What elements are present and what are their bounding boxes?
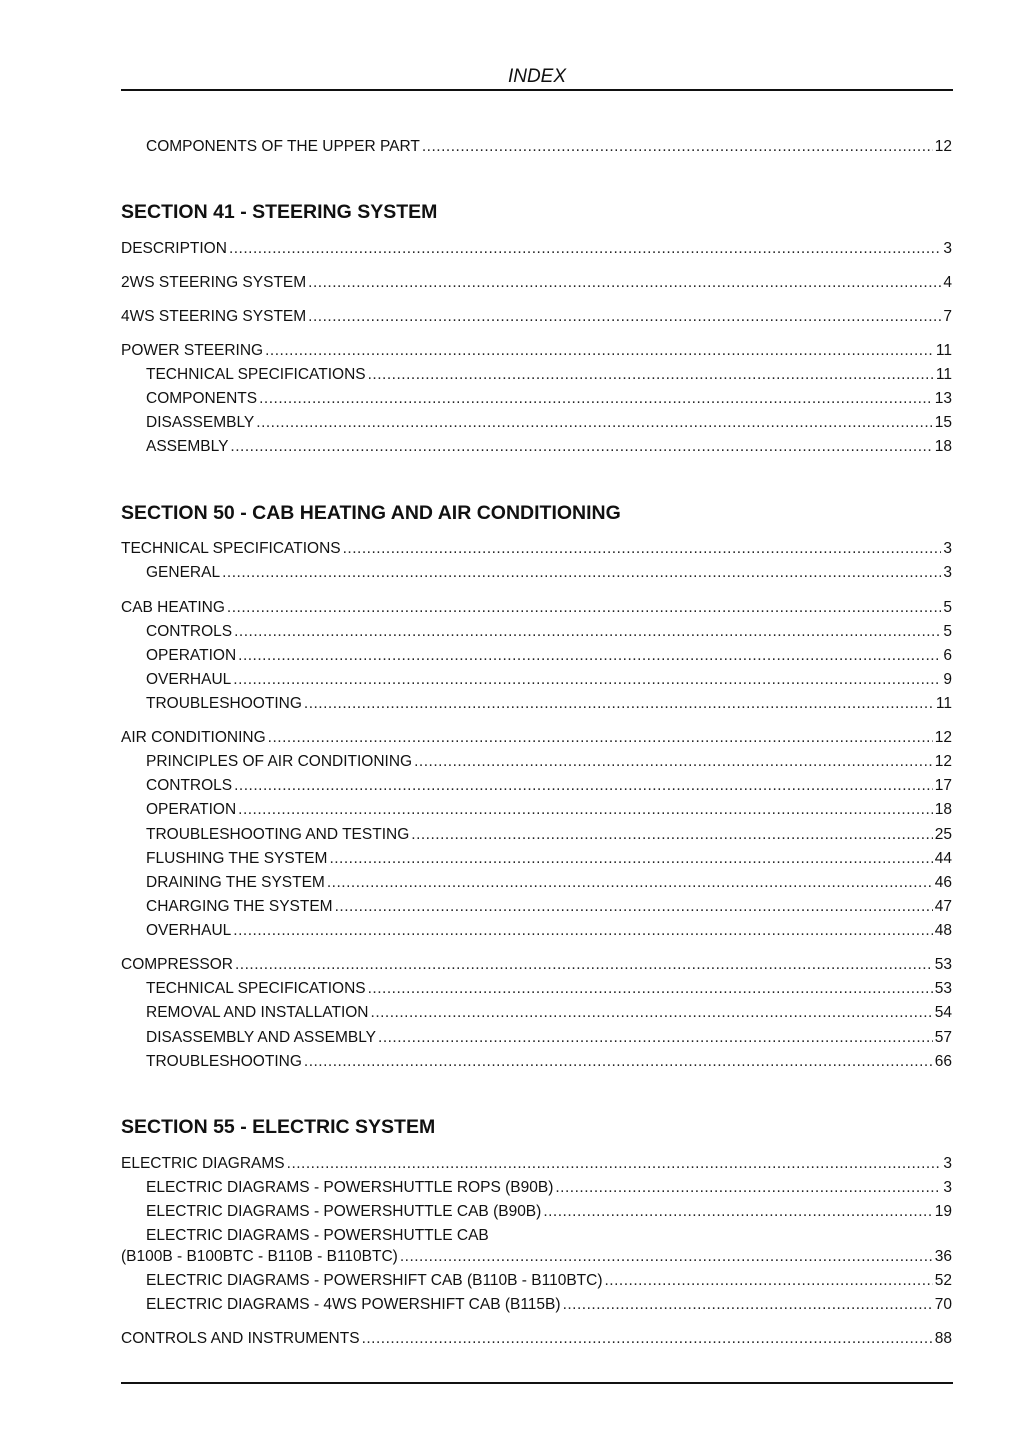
- toc-entry-page: 9: [943, 671, 952, 688]
- toc-entry-page: 7: [943, 308, 952, 325]
- toc-entry-label: ELECTRIC DIAGRAMS - POWERSHUTTLE CAB: [146, 1227, 489, 1244]
- toc-entry-label: TECHNICAL SPECIFICATIONS: [121, 540, 341, 557]
- toc-entry-page: 3: [943, 1179, 952, 1196]
- toc-entry-label: OVERHAUL: [146, 671, 232, 688]
- toc-entry-page: 70: [934, 1296, 952, 1313]
- toc-entry-label: ELECTRIC DIAGRAMS - 4WS POWERSHIFT CAB (B115B): [146, 1296, 561, 1313]
- toc-entry-page: 54: [934, 1004, 952, 1021]
- toc-entry-label: COMPONENTS OF THE UPPER PART: [146, 138, 420, 155]
- toc-entry-label: CAB HEATING: [121, 599, 225, 616]
- toc-entry-page: 36: [934, 1248, 952, 1265]
- toc-entry: [121, 273, 952, 293]
- toc-entry-label: POWER STEERING: [121, 342, 264, 359]
- toc-entry: [121, 137, 952, 157]
- toc-entry-page: 18: [934, 438, 952, 455]
- section-heading: SECTION 55 - ELECTRIC SYSTEM: [121, 1116, 436, 1138]
- toc-entry-label: DESCRIPTION: [121, 240, 227, 257]
- toc-entry-page: 12: [934, 138, 952, 155]
- toc-entry-label: DISASSEMBLY AND ASSEMBLY: [146, 1029, 377, 1046]
- toc-entry-page: 4: [943, 274, 952, 291]
- toc-entry-page: 3: [943, 1155, 952, 1172]
- toc-entry-page: 57: [934, 1029, 952, 1046]
- toc-entry: [121, 341, 952, 361]
- toc-entry-page: 44: [934, 850, 952, 867]
- toc-entry-page: 12: [934, 753, 952, 770]
- toc-entry: [121, 622, 952, 642]
- toc-entry-label: OVERHAUL: [146, 922, 232, 939]
- toc-entry-label: CONTROLS: [146, 777, 233, 794]
- toc-entry: [121, 1329, 952, 1349]
- toc-entry: [121, 1178, 952, 1198]
- toc-entry-page: 5: [943, 623, 952, 640]
- toc-entry-label: TROUBLESHOOTING: [146, 695, 302, 712]
- toc-entry-label: ELECTRIC DIAGRAMS - POWERSHUTTLE CAB (B90B): [146, 1203, 542, 1220]
- toc-entry-label: COMPRESSOR: [121, 956, 233, 973]
- toc-entry-label: CONTROLS: [146, 623, 233, 640]
- toc-entry-page: 19: [934, 1203, 952, 1220]
- toc-entry-page: 52: [934, 1272, 952, 1289]
- toc-entry: [121, 800, 952, 820]
- toc-entry: [121, 825, 952, 845]
- toc-entry-label: DRAINING THE SYSTEM: [146, 874, 325, 891]
- toc-entry-label: ELECTRIC DIAGRAMS: [121, 1155, 285, 1172]
- toc-entry: [121, 389, 952, 409]
- toc-entry: [121, 897, 952, 917]
- toc-entry-page: 17: [934, 777, 952, 794]
- toc-entry-label: ELECTRIC DIAGRAMS - POWERSHIFT CAB (B110B - B110BTC): [146, 1272, 603, 1289]
- section-heading: SECTION 50 - CAB HEATING AND AIR CONDITIONING: [121, 502, 621, 524]
- toc-entry-page: 47: [934, 898, 952, 915]
- toc-entry-label: FLUSHING THE SYSTEM: [146, 850, 328, 867]
- toc-entry-label: TROUBLESHOOTING AND TESTING: [146, 826, 410, 843]
- toc-entry-label: (B100B - B100BTC - B110B - B110BTC): [121, 1248, 398, 1265]
- page-title: INDEX: [507, 66, 567, 87]
- toc-entry-page: 3: [943, 540, 952, 557]
- toc-entry-page: 53: [934, 980, 952, 997]
- toc-entry-label: OPERATION: [146, 647, 237, 664]
- toc-entry: [121, 1052, 952, 1072]
- toc-entry-page: 3: [943, 564, 952, 581]
- toc-entry-label: OPERATION: [146, 801, 237, 818]
- toc-entry-page: 18: [934, 801, 952, 818]
- toc-entry-page: 3: [943, 240, 952, 257]
- toc-entry-label: 4WS STEERING SYSTEM: [121, 308, 307, 325]
- toc-entry-label: CHARGING THE SYSTEM: [146, 898, 333, 915]
- toc-entry-label: AIR CONDITIONING: [121, 729, 266, 746]
- toc-entry-label: GENERAL: [146, 564, 221, 581]
- toc-entry: [121, 694, 952, 714]
- toc-entry-page: 12: [934, 729, 952, 746]
- toc-entry-label: 2WS STEERING SYSTEM: [121, 274, 307, 291]
- toc-entry-label: ASSEMBLY: [146, 438, 229, 455]
- toc-entry-page: 11: [935, 342, 952, 359]
- toc-entry: [121, 979, 952, 999]
- section-heading: SECTION 41 - STEERING SYSTEM: [121, 201, 438, 223]
- toc-entry-page: 6: [943, 647, 952, 664]
- toc-entry-page: 11: [935, 366, 952, 383]
- toc-entry: [121, 1271, 952, 1291]
- toc-entry: [121, 849, 952, 869]
- toc-entry: [121, 413, 952, 433]
- toc-entry: [121, 1003, 952, 1023]
- toc-entry: [121, 670, 952, 690]
- toc-entry: [121, 752, 952, 772]
- toc-entry: [121, 563, 952, 583]
- toc-entry-page: 5: [943, 599, 952, 616]
- toc-entry: [121, 598, 952, 618]
- toc-entry-page: 88: [934, 1330, 952, 1347]
- toc-entry-page: 66: [934, 1053, 952, 1070]
- toc-entry: [121, 921, 952, 941]
- toc-entry: [121, 776, 952, 796]
- toc-entry-label: DISASSEMBLY: [146, 414, 255, 431]
- toc-entry-page: 13: [934, 390, 952, 407]
- toc-entry: [121, 1202, 952, 1222]
- toc-entry-page: 46: [934, 874, 952, 891]
- page-header: [121, 64, 953, 91]
- footer-rule: [121, 1382, 953, 1384]
- toc-entry: [121, 1154, 952, 1174]
- toc-entry: [121, 239, 952, 259]
- toc-entry-label: TECHNICAL SPECIFICATIONS: [146, 366, 366, 383]
- toc-entry: [121, 539, 952, 559]
- toc-entry: [121, 646, 952, 666]
- toc-entry-label: ELECTRIC DIAGRAMS - POWERSHUTTLE ROPS (B90B): [146, 1179, 554, 1196]
- toc-entry-page: 48: [934, 922, 952, 939]
- toc-entry-page: 11: [935, 695, 952, 712]
- toc-entry: [121, 1295, 952, 1315]
- toc-entry-label: COMPONENTS: [146, 390, 258, 407]
- toc-entry-label: PRINCIPLES OF AIR CONDITIONING: [146, 753, 413, 770]
- toc-entry-label: TECHNICAL SPECIFICATIONS: [146, 980, 366, 997]
- toc-entry-page: 25: [934, 826, 952, 843]
- toc-entry: [121, 437, 952, 457]
- toc-entry-label: TROUBLESHOOTING: [146, 1053, 302, 1070]
- toc-entry-page: 53: [934, 956, 952, 973]
- toc-entry-label: CONTROLS AND INSTRUMENTS: [121, 1330, 360, 1347]
- toc-entry: [121, 955, 952, 975]
- toc-entry: [121, 873, 952, 893]
- toc-entry: [121, 728, 952, 748]
- toc-entry: [121, 1247, 952, 1267]
- toc-entry-page: 15: [934, 414, 952, 431]
- toc-entry-label: REMOVAL AND INSTALLATION: [146, 1004, 369, 1021]
- toc-entry: [121, 365, 952, 385]
- toc-entry: [121, 1028, 952, 1048]
- toc-entry: [121, 307, 952, 327]
